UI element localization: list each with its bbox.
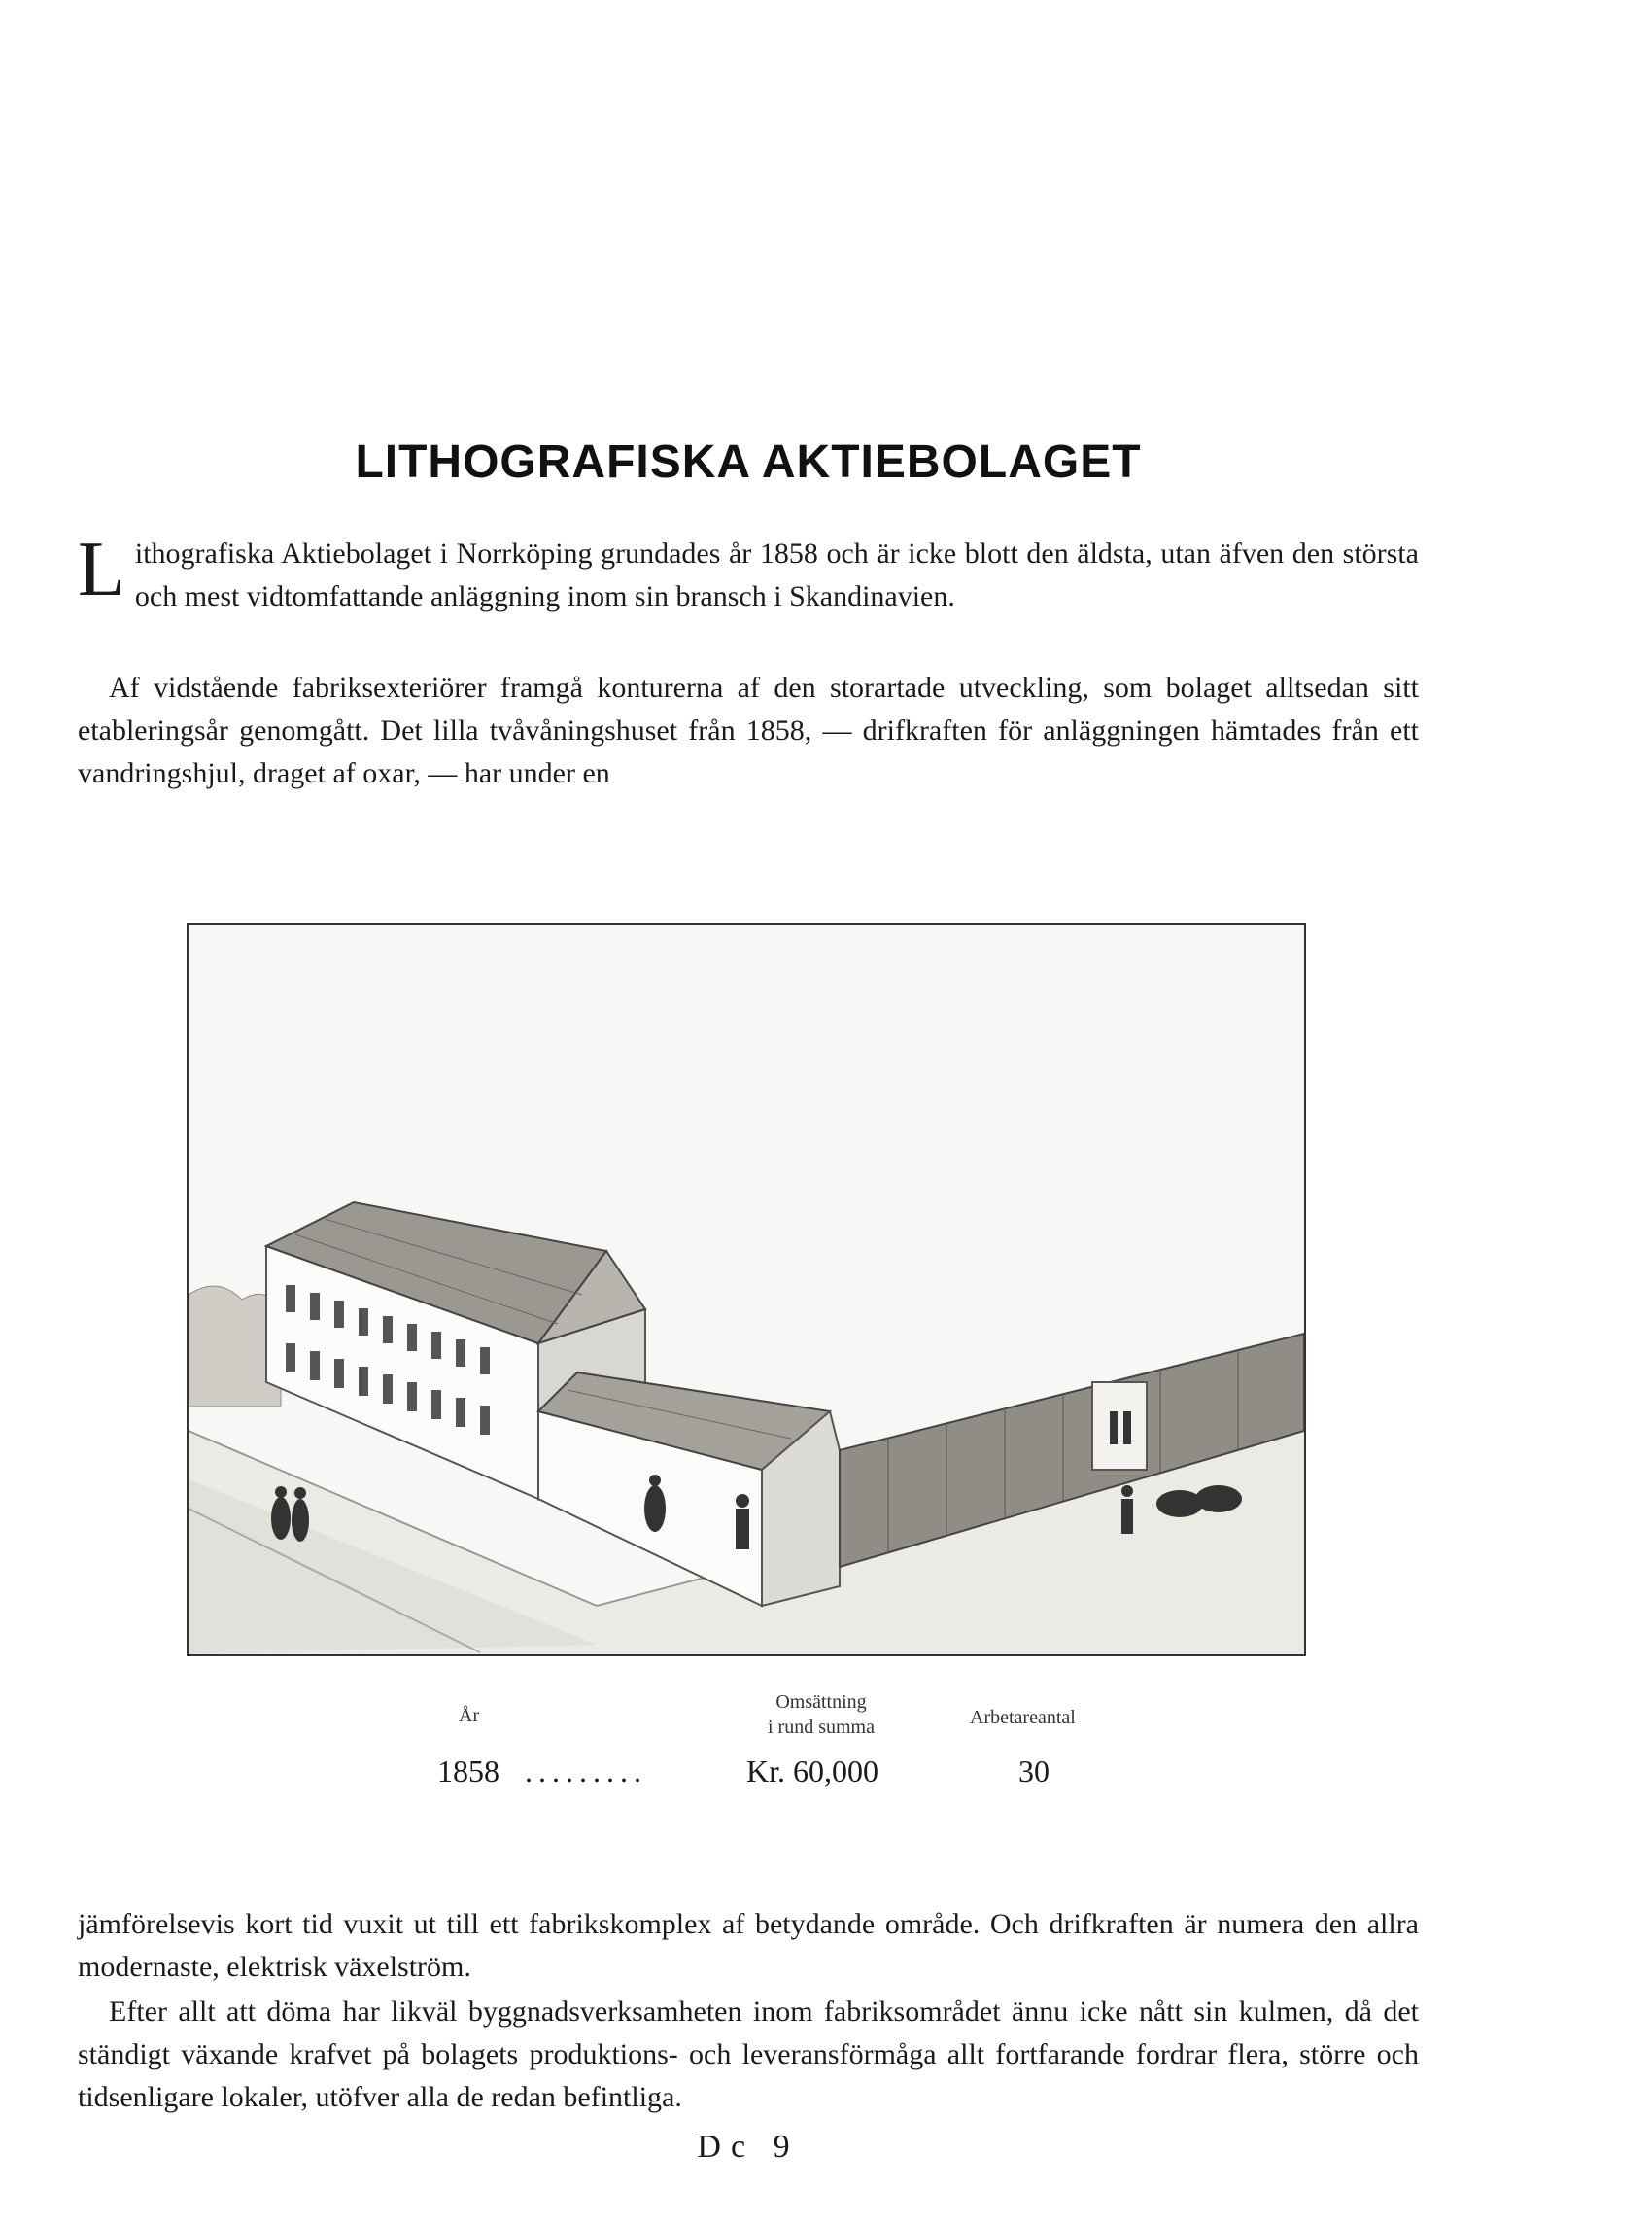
page-title: LITHOGRAFISKA AKTIEBOLAGET bbox=[355, 436, 1142, 488]
turnover-value: Kr. 60,000 bbox=[746, 1754, 878, 1789]
year-value: 1858 bbox=[437, 1754, 499, 1789]
year-column-header: År bbox=[459, 1705, 480, 1726]
turnover-header-line2: i rund summa bbox=[768, 1717, 875, 1738]
leader-dots: ......... bbox=[525, 1754, 647, 1789]
factory-1858-drawing bbox=[189, 925, 1304, 1654]
workers-column-header: Arbetareantal bbox=[970, 1707, 1076, 1728]
intro-paragraph-text: ithografiska Aktiebolaget i Norrköping grundades år 1858 och är icke blott den äldsta, utan äfven den största och mest vidtomfattande anläggning inom sin bransch i Skandinavien. bbox=[134, 538, 1419, 612]
turnover-column-header bbox=[768, 1689, 875, 1740]
workers-value: 30 bbox=[1018, 1754, 1050, 1789]
intro-paragraph bbox=[78, 527, 1419, 618]
development-paragraph: Af vidstående fabriksexteriörer framgå konturerna af den storartade utveckling, som bolaget alltsedan sitt etableringsår genomgått. Det lilla tvåvåningshuset från 1858, — drifkraften för anläggningen hämtades från ett vandringshjul, draget af oxar, — har under en bbox=[78, 672, 1419, 789]
factory-illustration bbox=[187, 923, 1306, 1656]
drop-cap: L bbox=[78, 527, 125, 612]
page-number: Dc 9 bbox=[697, 2129, 800, 2165]
expansion-paragraph: Efter allt att döma har likväl byggnadsverksamheten inom fabriksområdet ännu icke nått sin kulmen, då det ständigt växande krafvet på bolagets produktions- och leveransförmåga allt fortfarande fordrar flera, större och tidsenligare lokaler, utöfver alla de redan befintliga. bbox=[78, 1996, 1419, 2113]
turnover-header-line1: Omsättning bbox=[775, 1691, 867, 1713]
statistics-table bbox=[369, 1680, 1147, 1806]
growth-paragraph: jämförelsevis kort tid vuxit ut till ett fabrikskomplex af betydande område. Och drifkraften är numera den allra modernaste, elektrisk växelström. bbox=[78, 1908, 1419, 1983]
